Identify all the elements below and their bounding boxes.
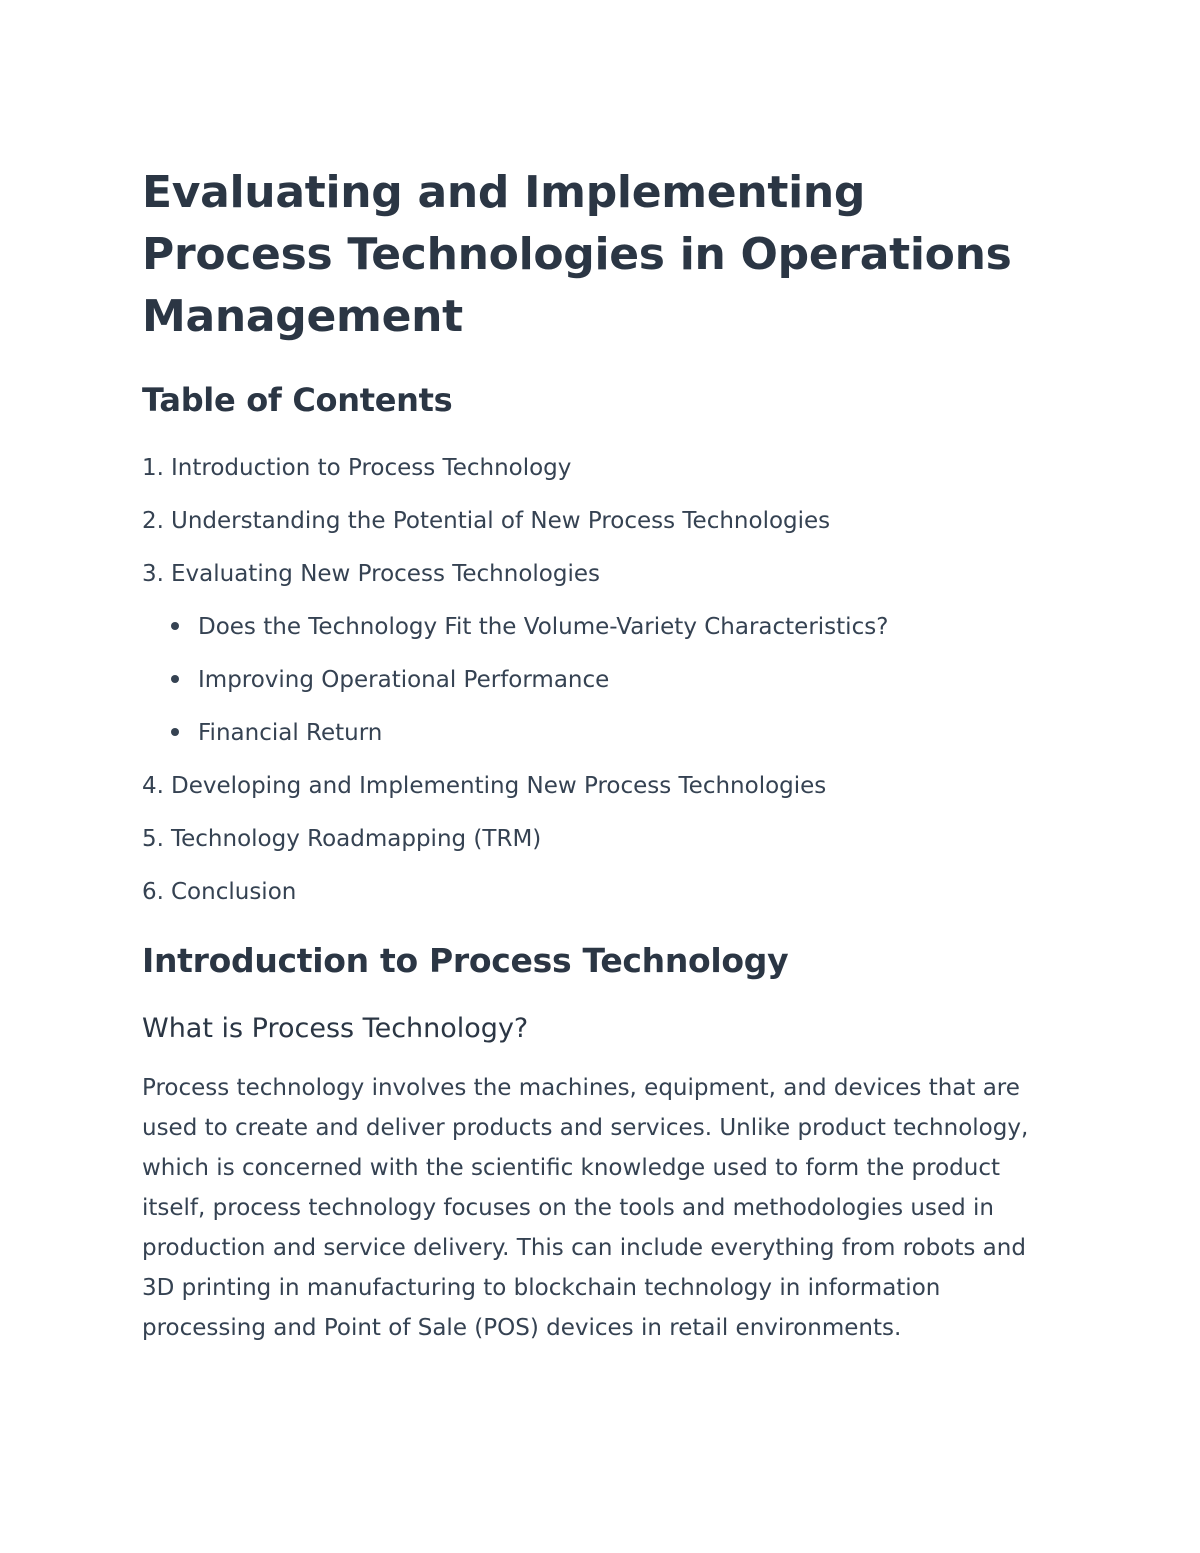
toc-subitem-label: Improving Operational Performance (198, 667, 610, 693)
toc-item-label: Developing and Implementing New Process Technologies (171, 773, 827, 799)
toc-item-label: Conclusion (171, 879, 297, 905)
body-paragraph: Process technology involves the machines, equipment, and devices that are used to create and deliver products and services. Unlike product technology, which is concerned with the scientific knowledge used to form the product itself, process technology focuses on the tools and methodologies used in production and service delivery. This can include everything from robots and 3D printing in manufacturing to blockchain technology in information processing and Point of Sale (POS) devices in retail environments. (142, 1075, 1029, 1341)
toc-item-2[interactable] (142, 506, 830, 536)
bullet-icon (171, 622, 179, 630)
section-heading: Introduction to Process Technology (142, 941, 789, 980)
bullet-icon (171, 675, 179, 683)
toc-heading: Table of Contents (142, 381, 453, 419)
toc-subitem-volume-variety[interactable] (171, 612, 888, 642)
toc-subitem-label: Financial Return (198, 720, 383, 746)
toc-item-1[interactable] (142, 453, 571, 483)
toc-item-label: Introduction to Process Technology (171, 455, 572, 481)
toc-item-label: Understanding the Potential of New Process Technologies (171, 508, 831, 534)
toc-item-number: 3. (142, 561, 164, 587)
toc-item-number: 6. (142, 879, 164, 905)
toc-item-number: 5. (142, 826, 164, 852)
toc-item-number: 1. (142, 455, 164, 481)
toc-item-label: Technology Roadmapping (TRM) (171, 826, 542, 852)
toc-item-6[interactable] (142, 877, 296, 907)
document-title: Evaluating and Implementing Process Technologies in Operations Management (142, 167, 1012, 342)
toc-subitem-financial-return[interactable] (171, 718, 382, 748)
toc-item-number: 2. (142, 508, 164, 534)
section-subheading: What is Process Technology? (142, 1013, 529, 1044)
toc-item-label: Evaluating New Process Technologies (171, 561, 600, 587)
toc-subitem-operational-performance[interactable] (171, 665, 609, 695)
toc-item-5[interactable] (142, 824, 541, 854)
bullet-icon (171, 728, 179, 736)
toc-item-4[interactable] (142, 771, 826, 801)
toc-subitem-label: Does the Technology Fit the Volume-Variety Characteristics? (198, 614, 889, 640)
toc-item-3[interactable] (142, 559, 600, 589)
toc-item-number: 4. (142, 773, 164, 799)
